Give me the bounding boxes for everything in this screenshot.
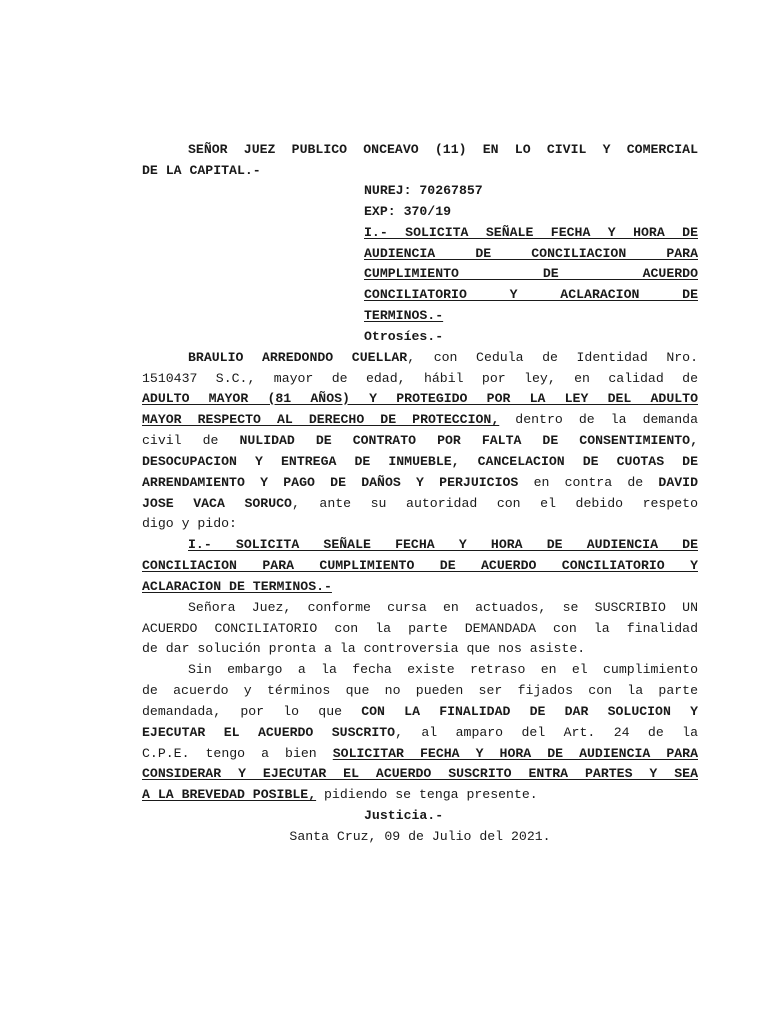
para1-line-3: de dar solución pronta a la controversia que nos asiste. [142, 641, 586, 656]
para1-line-2: ACUERDO CONCILIATORIO con la parte DEMANDADA con la finalidad [142, 621, 698, 636]
intro-line-4: MAYOR RESPECTO AL DERECHO DE PROTECCION, dentro de la demanda [142, 412, 698, 427]
justicia-closing: Justicia.- [364, 808, 444, 823]
place-and-date: Santa Cruz, 09 de Julio del 2021. [289, 829, 551, 844]
intro-line-1: BRAULIO ARREDONDO CUELLAR, con Cedula de Identidad Nro. [188, 350, 698, 365]
nurej-number: NUREJ: 70267857 [364, 183, 483, 198]
intro-line-3: ADULTO MAYOR (81 AÑOS) Y PROTEGIDO POR LA LEY DEL ADULTO [142, 391, 698, 406]
sumilla-line-1: I.- SOLICITA SEÑALE FECHA Y HORA DE [364, 225, 698, 240]
para1-line-1: Señora Juez, conforme cursa en actuados, se SUSCRIBIO UN [188, 600, 698, 615]
addressee-line-2: DE LA CAPITAL.- [142, 163, 261, 178]
para2-line-2: de acuerdo y términos que no pueden ser fijados con la parte [142, 683, 698, 698]
intro-line-6: DESOCUPACION Y ENTREGA DE INMUEBLE, CANCELACION DE CUOTAS DE [142, 454, 698, 469]
section-title-line-1: I.- SOLICITA SEÑALE FECHA Y HORA DE AUDIENCIA DE [188, 537, 698, 552]
plaintiff-name: BRAULIO ARREDONDO CUELLAR [188, 350, 408, 365]
para2-line-7: A LA BREVEDAD POSIBLE, pidiendo se tenga presente. [142, 787, 538, 802]
sumilla-line-5: TERMINOS.- [364, 308, 444, 323]
para2-line-4: EJECUTAR EL ACUERDO SUSCRITO, al amparo del Art. 24 de la [142, 725, 698, 740]
sumilla-line-3: CUMPLIMIENTO DE ACUERDO [364, 266, 698, 281]
defendant-name: JOSE VACA SORUCO [142, 496, 292, 511]
section-title-line-2: CONCILIACION PARA CUMPLIMIENTO DE ACUERDO CONCILIATORIO Y [142, 558, 698, 573]
intro-line-9: digo y pido: [142, 516, 237, 531]
para2-line-6: CONSIDERAR Y EJECUTAR EL ACUERDO SUSCRITO ENTRA PARTES Y SEA [142, 766, 698, 781]
intro-line-8: JOSE VACA SORUCO, ante su autoridad con el debido respeto [142, 496, 698, 511]
sumilla-line-2: AUDIENCIA DE CONCILIACION PARA [364, 246, 698, 261]
intro-line-2: 1510437 S.C., mayor de edad, hábil por ley, en calidad de [142, 371, 698, 386]
otrosies-label: Otrosíes.- [364, 329, 444, 344]
intro-line-5: civil de NULIDAD DE CONTRATO POR FALTA DE CONSENTIMIENTO, [142, 433, 698, 448]
para2-line-3: demandada, por lo que CON LA FINALIDAD DE DAR SOLUCION Y [142, 704, 698, 719]
intro-line-7: ARRENDAMIENTO Y PAGO DE DAÑOS Y PERJUICIOS en contra de DAVID [142, 475, 698, 490]
section-title-line-3: ACLARACION DE TERMINOS.- [142, 579, 332, 594]
addressee-line-1: SEÑOR JUEZ PUBLICO ONCEAVO (11) EN LO CIVIL Y COMERCIAL [188, 142, 698, 157]
para2-line-1: Sin embargo a la fecha existe retraso en el cumplimiento [188, 662, 698, 677]
sumilla-line-4: CONCILIATORIO Y ACLARACION DE [364, 287, 698, 302]
expediente-number: EXP: 370/19 [364, 204, 452, 219]
para2-line-5: C.P.E. tengo a bien SOLICITAR FECHA Y HORA DE AUDIENCIA PARA [142, 746, 698, 761]
